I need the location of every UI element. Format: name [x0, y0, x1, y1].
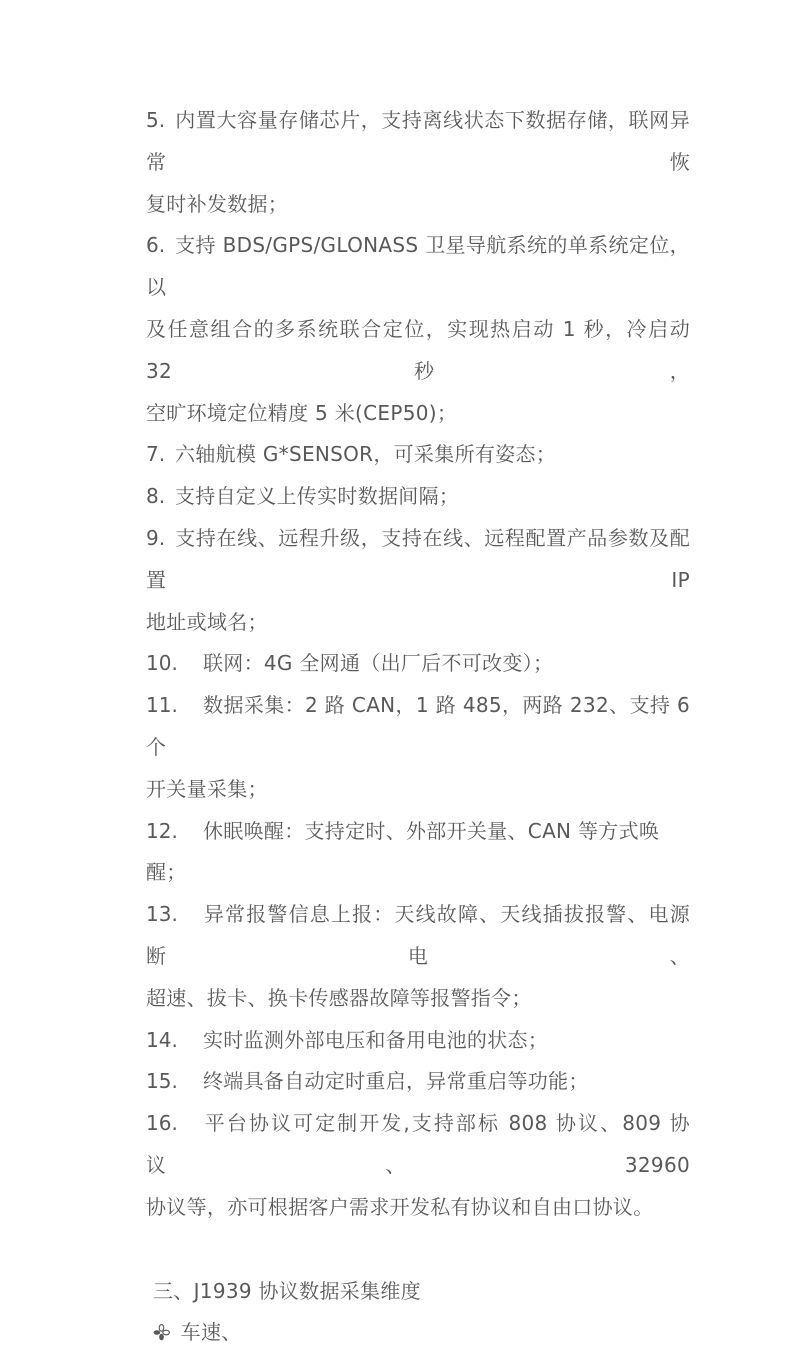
- list-number: 11.: [146, 693, 178, 718]
- flower-bullet-icon: [153, 1312, 170, 1354]
- bullet-text: 车速、: [180, 1320, 242, 1345]
- text-line: [146, 518, 690, 602]
- text-line: [146, 434, 690, 476]
- list-number: 9.: [146, 525, 166, 550]
- line-text: 内置大容量存储芯片，支持离线状态下数据存储，联网异常恢: [146, 108, 690, 174]
- text-line: [146, 100, 690, 184]
- list-paragraph: [146, 894, 690, 1019]
- text-line: 地址或域名；: [146, 609, 268, 634]
- list-paragraph: [146, 643, 690, 685]
- text-line: [146, 476, 690, 518]
- document-body: [146, 100, 690, 1229]
- text-line: 开关量采集；: [146, 776, 268, 801]
- text-line: 复时补发数据；: [146, 191, 289, 216]
- list-number: 7.: [146, 442, 166, 467]
- list-number: 12.: [146, 818, 178, 843]
- list-paragraph: [146, 518, 690, 643]
- list-paragraph: [146, 1061, 690, 1103]
- text-line: 超速、拔卡、换卡传感器故障等报警指令；: [146, 985, 532, 1010]
- text-line: 协议等，亦可根据客户需求开发私有协议和自由口协议。: [146, 1194, 654, 1219]
- text-line: [146, 1020, 690, 1062]
- bullet-item: [146, 1312, 690, 1354]
- line-text: 支持 BDS/GPS/GLONASS 卫星导航系统的单系统定位，以: [146, 233, 690, 300]
- list-number: 13.: [146, 902, 178, 927]
- line-text: 联网：4G 全网通（出厂后不可改变）；: [203, 651, 554, 676]
- line-text: 实时监测外部电压和备用电池的状态；: [203, 1027, 549, 1052]
- line-text: 终端具备自动定时重启，异常重启等功能；: [203, 1069, 589, 1094]
- list-paragraph: [146, 225, 690, 434]
- list-number: 6.: [146, 233, 166, 258]
- text-line: [146, 643, 690, 685]
- list-number: 5.: [146, 108, 166, 132]
- line-text: 异常报警信息上报：天线故障、天线插拔报警、电源断电、: [146, 902, 690, 968]
- text-line: 空旷环境定位精度 5 米(CEP50)；: [146, 400, 458, 425]
- list-number: 15.: [146, 1069, 178, 1094]
- list-number: 10.: [146, 651, 178, 676]
- text-line: [146, 894, 690, 978]
- list-number: 16.: [146, 1111, 178, 1136]
- line-text: 支持自定义上传实时数据间隔；: [175, 484, 460, 509]
- text-line: [146, 225, 690, 309]
- list-paragraph: [146, 685, 690, 810]
- text-line: [146, 1061, 690, 1103]
- list-number: 8.: [146, 484, 166, 509]
- line-text: 休眠唤醒：支持定时、外部开关量、CAN 等方式唤醒；: [146, 818, 660, 885]
- list-paragraph: [146, 100, 690, 225]
- text-line: [146, 811, 690, 895]
- line-text: 六轴航模 G*SENSOR，可采集所有姿态；: [175, 442, 557, 467]
- text-line: [146, 685, 690, 769]
- list-paragraph: [146, 811, 690, 895]
- section-heading: 三、J1939 协议数据采集维度: [153, 1278, 421, 1303]
- list-paragraph: [146, 1103, 690, 1228]
- line-text: 平台协议可定制开发,支持部标 808 协议、809 协议、32960: [146, 1111, 690, 1177]
- text-line: 及任意组合的多系统联合定位，实现热启动 1 秒，冷启动 32 秒，: [146, 316, 690, 383]
- list-number: 14.: [146, 1027, 178, 1052]
- text-line: [146, 1103, 690, 1187]
- line-text: 数据采集：2 路 CAN，1 路 485，两路 232、支持 6 个: [146, 693, 690, 759]
- list-paragraph: [146, 476, 690, 518]
- list-paragraph: [146, 434, 690, 476]
- line-text: 支持在线、远程升级，支持在线、远程配置产品参数及配置 IP: [146, 525, 690, 592]
- list-paragraph: [146, 1020, 690, 1062]
